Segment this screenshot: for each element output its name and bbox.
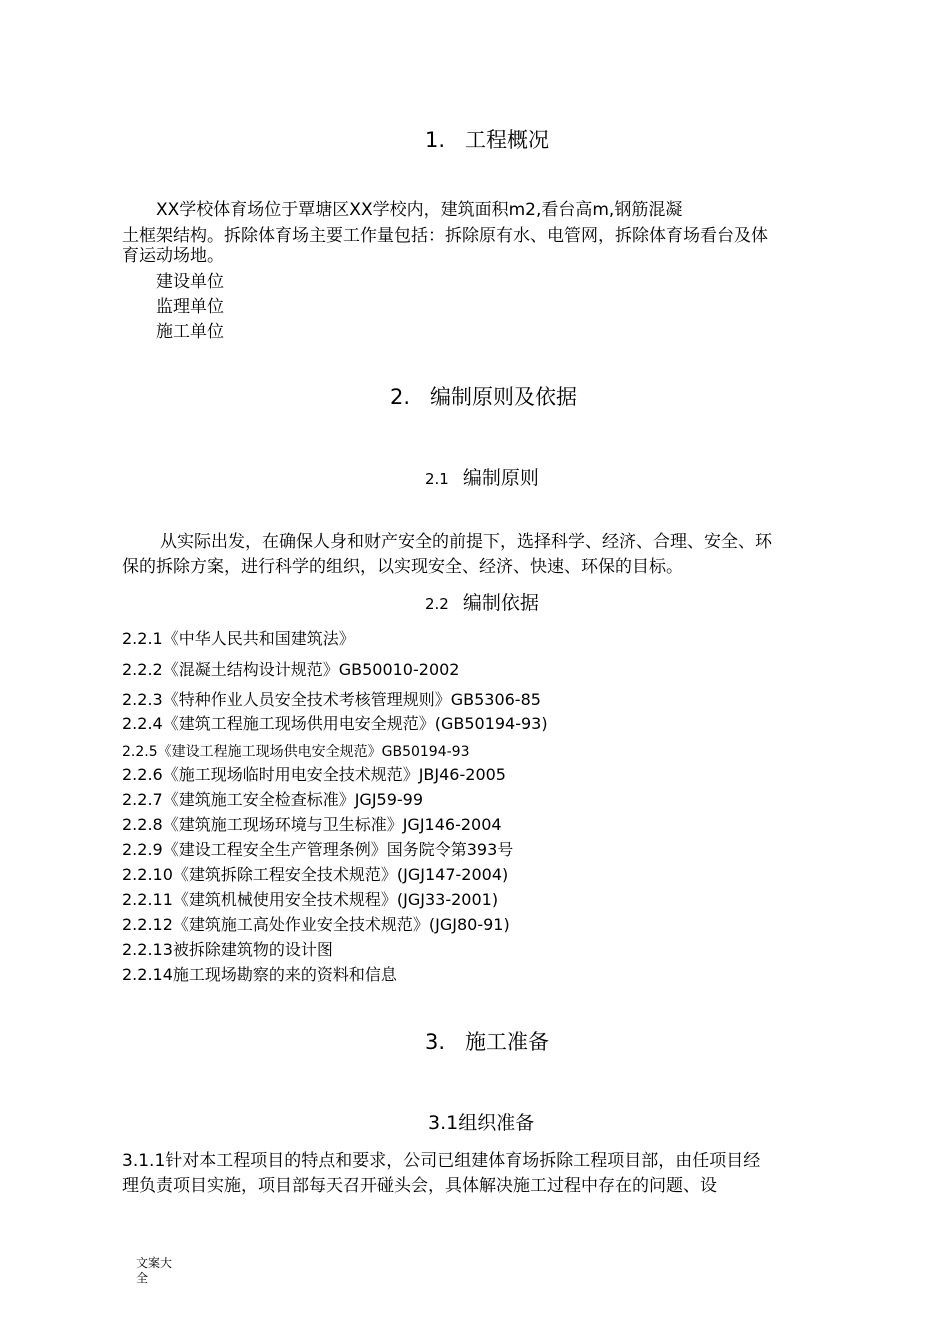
reference-item: 2.2.1《中华人民共和国建筑法》 <box>122 629 355 648</box>
section-number: 3. <box>425 1030 446 1054</box>
section-title: 编制原则及依据 <box>430 385 578 409</box>
subsection-number: 2.1 <box>425 470 449 488</box>
section-number: 2. <box>390 385 411 409</box>
reference-item: 2.2.2《混凝土结构设计规范》GB50010-2002 <box>122 660 460 679</box>
reference-item: 2.2.8《建筑施工现场环境与卫生标准》JGJ146-2004 <box>122 815 502 834</box>
reference-item: 2.2.5《建设工程施工现场供电安全规范》GB50194-93 <box>122 744 470 760</box>
section-title: 施工准备 <box>465 1030 550 1054</box>
paragraph-line: 从实际出发，在确保人身和财产安全的前提下，选择科学、经济、合理、安全、环 <box>160 532 772 552</box>
paragraph-line: 理负责项目实施，项目部每天召开碰头会，具体解决施工过程中存在的问题、设 <box>122 1176 717 1196</box>
subsection-title: 编制依据 <box>462 592 539 614</box>
subsection-number: 2.2 <box>425 595 449 613</box>
reference-item: 2.2.14施工现场勘察的来的资料和信息 <box>122 965 397 984</box>
reference-item: 2.2.10《建筑拆除工程安全技术规范》(JGJ147-2004) <box>122 865 509 884</box>
reference-item: 2.2.6《施工现场临时用电安全技术规范》JBJ46-2005 <box>122 765 506 784</box>
paragraph-line: 育运动场地。 <box>122 246 224 266</box>
section-1-heading <box>425 127 549 153</box>
reference-item: 2.2.7《建筑施工安全检查标准》JGJ59-99 <box>122 790 424 809</box>
unit-label: 施工单位 <box>156 322 224 342</box>
unit-label: 监理单位 <box>156 297 224 317</box>
section-3-heading <box>425 1029 549 1055</box>
paragraph-line: 保的拆除方案，进行科学的组织，以实现安全、经济、快速、环保的目标。 <box>122 557 683 577</box>
reference-item: 2.2.9《建设工程安全生产管理条例》国务院令第393号 <box>122 840 514 859</box>
subsection-2-1-heading <box>425 466 539 491</box>
reference-item: 2.2.4《建筑工程施工现场供用电安全规范》(GB50194-93) <box>122 714 548 733</box>
reference-item: 2.2.3《特种作业人员安全技术考核管理规则》GB5306-85 <box>122 690 541 709</box>
reference-item: 2.2.13被拆除建筑物的设计图 <box>122 940 333 959</box>
reference-item: 2.2.11《建筑机械使用安全技术规程》(JGJ33-2001) <box>122 890 499 909</box>
section-title: 工程概况 <box>465 128 550 152</box>
unit-label: 建设单位 <box>156 272 224 292</box>
subsection-2-2-heading <box>425 591 539 616</box>
page-footer: 文案大全 <box>136 1256 173 1285</box>
section-2-heading <box>390 384 577 410</box>
reference-item: 2.2.12《建筑施工高处作业安全技术规范》(JGJ80-91) <box>122 915 510 934</box>
section-number: 1. <box>425 128 446 152</box>
subsection-title: 编制原则 <box>462 467 539 489</box>
paragraph-line: 3.1.1针对本工程项目的特点和要求，公司已组建体育场拆除工程项目部，由任项目经 <box>122 1151 761 1171</box>
subsection-3-1-heading: 3.1组织准备 <box>428 1112 535 1134</box>
paragraph-line: 土框架结构。拆除体育场主要工作量包括：拆除原有水、电管网，拆除体育场看台及体 <box>122 226 768 246</box>
paragraph-line: XX学校体育场位于覃塘区XX学校内，建筑面积m2,看台高m,钢筋混凝 <box>156 200 683 220</box>
